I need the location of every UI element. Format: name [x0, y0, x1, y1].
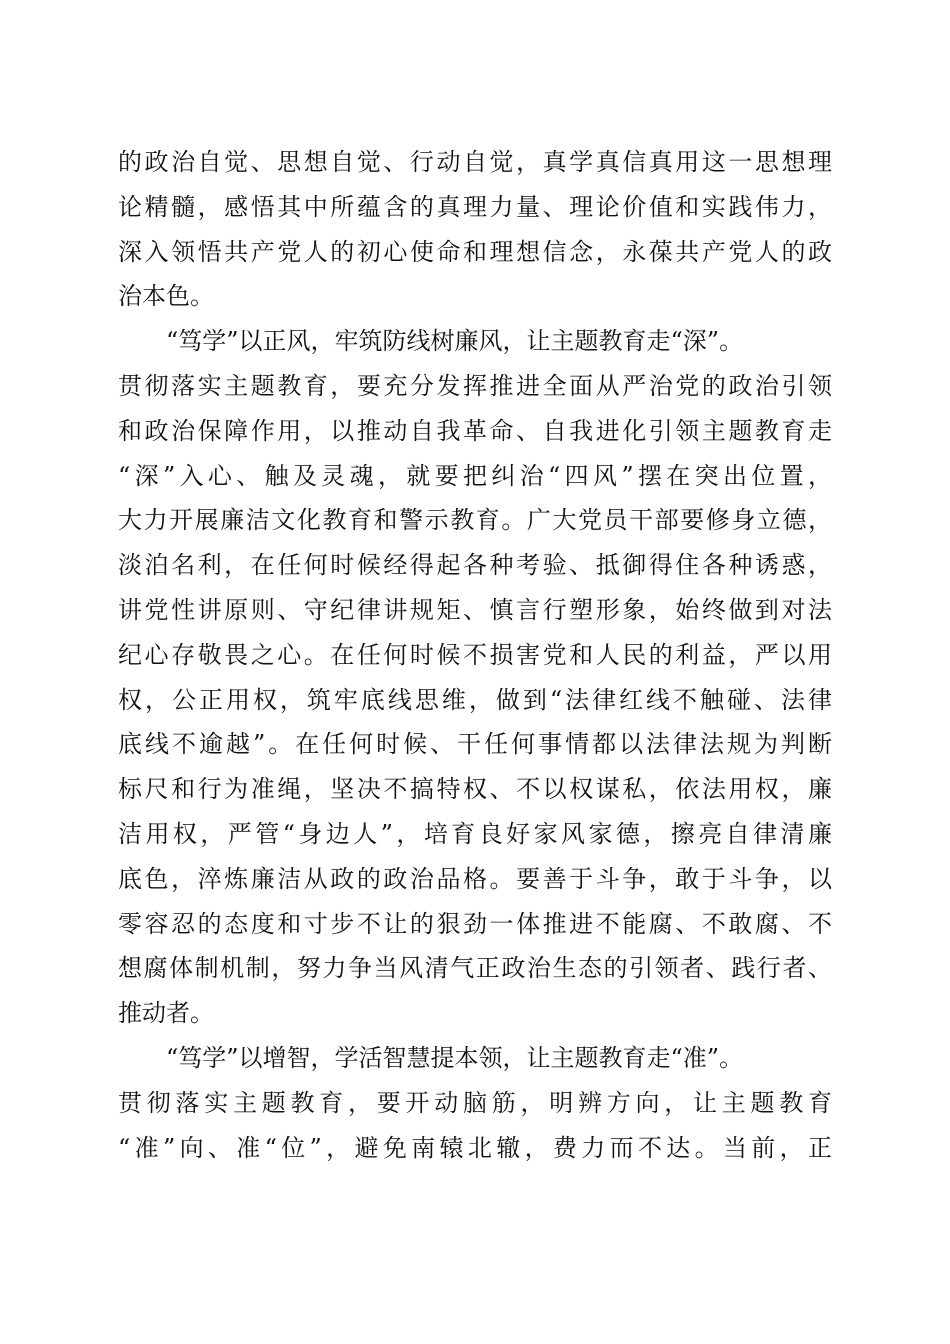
text-line: 底色，淬炼廉洁从政的政治品格。要善于斗争，敢于斗争，以 — [118, 864, 832, 893]
text-line: 大力开展廉洁文化教育和警示教育。广大党员干部要修身立德， — [118, 506, 832, 535]
text-line: 治本色。 — [118, 282, 214, 311]
text-line: 权，公正用权，筑牢底线思维，做到“法律红线不触碰、法律 — [118, 685, 832, 714]
text-line: 和政治保障作用，以推动自我革命、自我进化引领主题教育走 — [118, 416, 832, 445]
text-line: 贯彻落实主题教育，要开动脑筋，明辨方向，让主题教育 — [118, 1088, 832, 1117]
text-line: 想腐体制机制，努力争当风清气正政治生态的引领者、践行者、 — [118, 954, 832, 983]
text-line: 纪心存敬畏之心。在任何时候不损害党和人民的利益，严以用 — [118, 640, 832, 669]
text-line: 论精髓，感悟其中所蕴含的真理力量、理论价值和实践伟力， — [118, 192, 832, 221]
text-line: “深”入心、触及灵魂，就要把纠治“四风”摆在突出位置， — [118, 461, 832, 490]
text-line: “笃学”以正风，牢筑防线树廉风，让主题教育走“深”。 — [166, 327, 744, 356]
text-line: 底线不逾越”。在任何时候、干任何事情都以法律法规为判断 — [118, 730, 832, 759]
text-line: 洁用权，严管“身边人”，培育良好家风家德，擦亮自律清廉 — [118, 819, 832, 848]
text-line: 贯彻落实主题教育，要充分发挥推进全面从严治党的政治引领 — [118, 371, 832, 400]
text-line: 深入领悟共产党人的初心使命和理想信念，永葆共产党人的政 — [118, 237, 832, 266]
text-line: 零容忍的态度和寸步不让的狠劲一体推进不能腐、不敢腐、不 — [118, 909, 832, 938]
text-line: 标尺和行为准绳，坚决不搞特权、不以权谋私，依法用权，廉 — [118, 775, 832, 804]
body-text — [118, 140, 832, 1170]
text-line: 讲党性讲原则、守纪律讲规矩、慎言行塑形象，始终做到对法 — [118, 595, 832, 624]
text-line: 推动者。 — [118, 999, 214, 1028]
text-line: “准”向、准“位”，避免南辕北辙，费力而不达。当前，正 — [118, 1133, 832, 1162]
text-line: 的政治自觉、思想自觉、行动自觉，真学真信真用这一思想理 — [118, 148, 832, 176]
text-line: 淡泊名利，在任何时候经得起各种考验、抵御得住各种诱惑， — [118, 551, 832, 580]
text-line: “笃学”以增智，学活智慧提本领，让主题教育走“准”。 — [166, 1043, 744, 1072]
